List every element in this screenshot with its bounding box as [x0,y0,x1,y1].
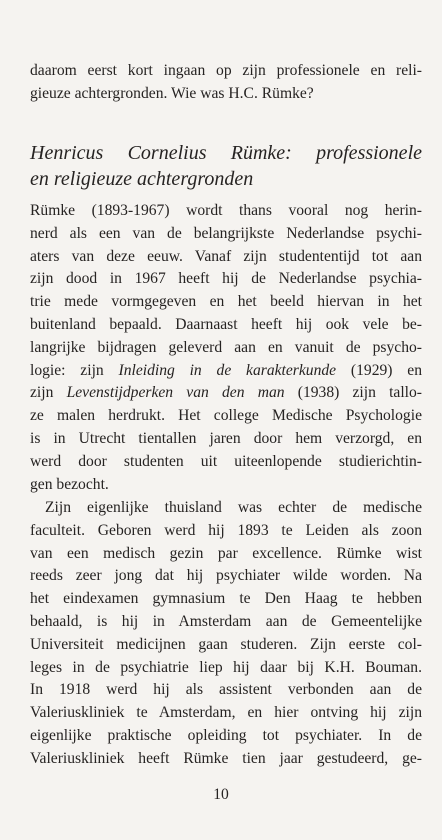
text-line: In 1918 werd hij als assistent verbonden aan de [30,681,422,699]
text-line: eigenlijke praktische opleiding tot psychiater. In de [30,726,422,744]
text-line: nerd als een van de belangrijkste Nederlandse psychi- [30,224,422,242]
heading-line: en religieuze achtergronden [30,168,254,190]
text-segment: (1938) zijn tallo- [284,384,422,402]
text-line: Zijn eigenlijke thuisland was echter de medische [45,499,422,516]
text-line-with-title [30,382,422,405]
text-line: Valeriuskliniek heeft Rümke tien jaar gestudeerd, ge- [30,749,422,767]
text-line: Rümke (1893-1967) wordt thans vooral nog herin- [30,202,422,219]
text-line: werd door studenten uit uiteenlopende studierichtin- [30,452,422,470]
text-line: Valeriuskliniek te Amsterdam, en hier ontving hij zijn [30,704,422,722]
text-line: reeds zeer jong dat hij psychiater wilde worden. Na [30,567,422,585]
paragraph-2 [30,497,422,771]
book-title: Levenstijdperken van den man [66,384,285,402]
text-line-with-title [30,360,422,383]
text-line: faculteit. Geboren werd hij 1893 te Leiden als zoon [30,521,422,539]
paragraph-1 [30,200,422,496]
text-line: gen bezocht. [30,475,109,493]
text-line: is in Utrecht tientallen jaren door hem verzorgd, en [30,429,422,447]
text-line: zijn dood in 1967 heeft hij de Nederlandse psychia- [30,270,422,288]
section-heading [30,140,422,192]
heading-line: Henricus Cornelius Rümke: professionele [30,142,422,164]
page-number: 10 [213,786,229,803]
book-title: Inleiding in de karakterkunde [118,361,337,379]
intro-text [30,60,422,106]
text-line: aters van deze eeuw. Vanaf zijn studententijd tot aan [30,247,422,265]
text-line: van een medisch gezin par excellence. Rümke wist [30,544,422,562]
text-line: Universiteit medicijnen gaan studeren. Zijn eerste col- [30,635,422,653]
text-segment: (1929) en [336,361,422,379]
text-segment: logie: zijn [30,361,119,379]
text-line: daarom eerst kort ingaan op zijn professionele en reli- [30,62,422,79]
text-line: het eindexamen gymnasium te Den Haag te hebben [30,590,422,608]
text-line: leges in de psychiatrie liep hij daar bij K.H. Bouman. [30,658,422,676]
text-line: behaald, is hij in Amsterdam aan de Gemeentelijke [30,612,422,630]
text-line: langrijke bijdragen geleverd aan en vanuit de psycho- [30,338,422,356]
text-line: gieuze achtergronden. Wie was H.C. Rümke? [30,84,314,102]
text-line: ze malen herdrukt. Het college Medische Psychologie [30,407,422,425]
text-segment: zijn [30,384,67,402]
text-line: trie mede vormgegeven en het beeld hiervan in het [30,293,422,311]
text-line: buitenland bepaald. Daarnaast heeft hij ook vele be- [30,315,422,333]
